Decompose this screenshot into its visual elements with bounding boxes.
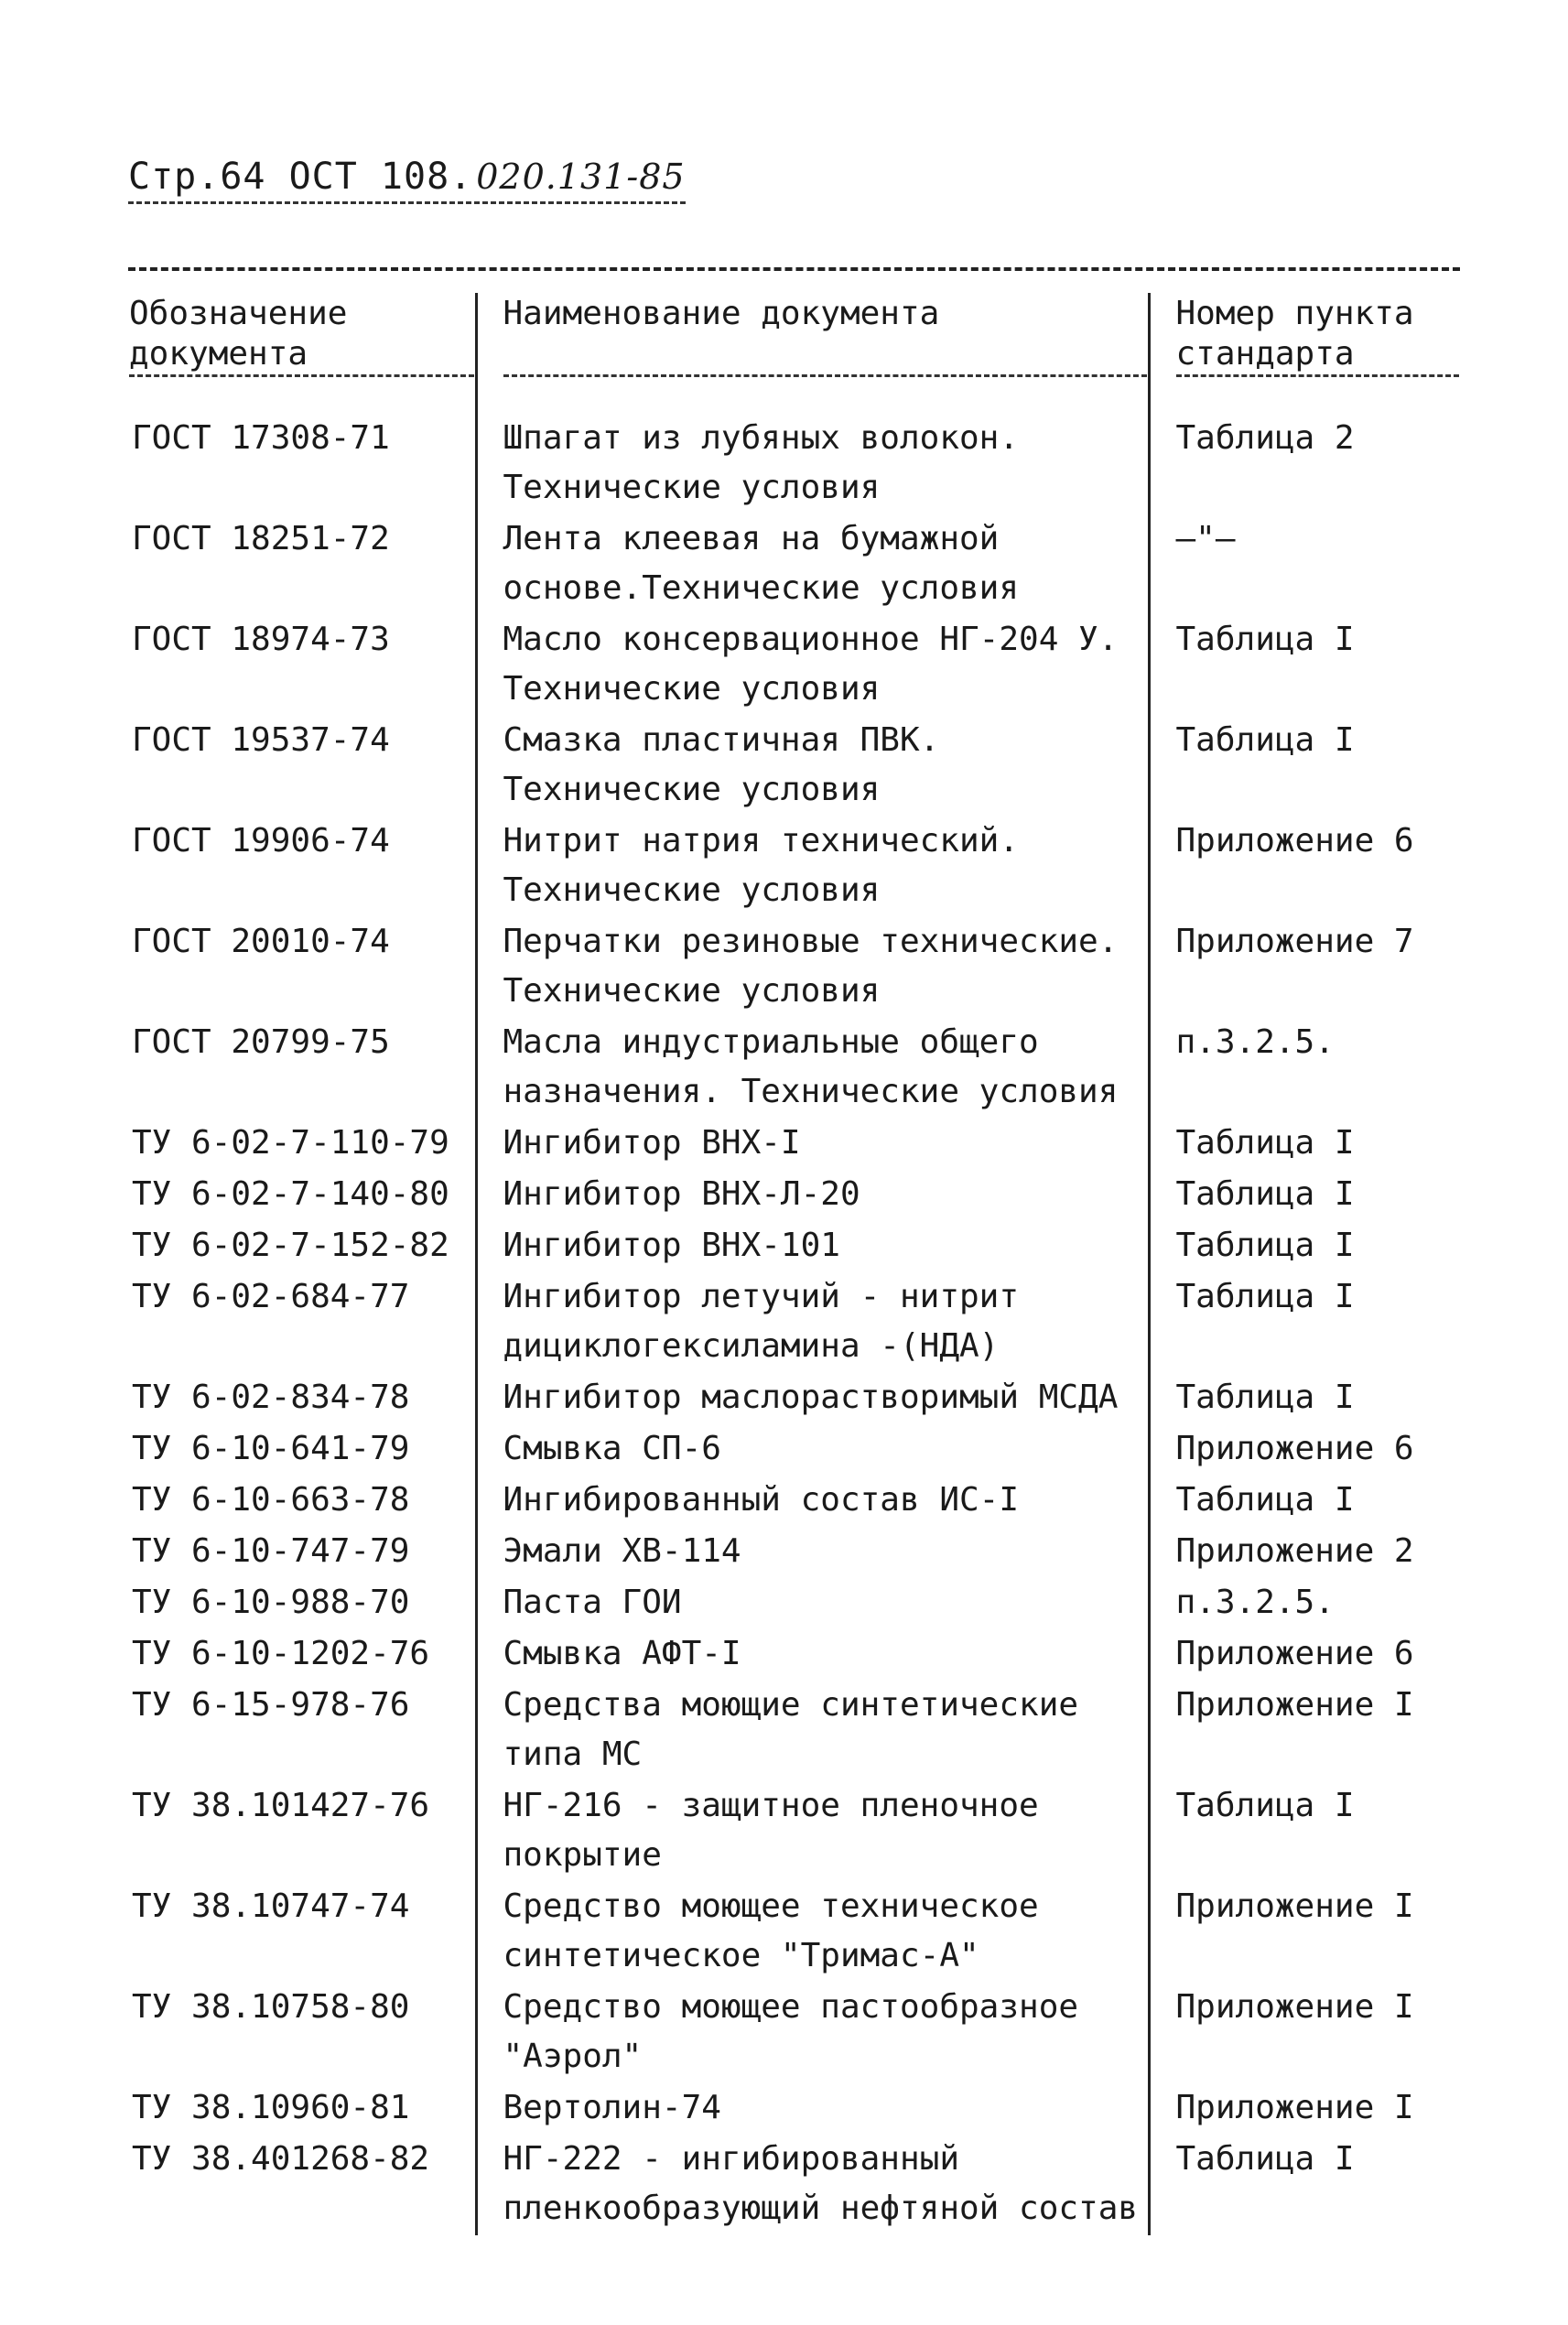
standard-clause: Таблица I [1149, 716, 1460, 816]
standard-clause: Приложение 6 [1149, 1424, 1460, 1476]
standard-clause: Приложение I [1149, 1681, 1460, 1781]
document-name: Паста ГОИ [476, 1578, 1149, 1629]
table-row [128, 514, 1460, 615]
document-name: НГ-216 - защитное пленочное покрытие [476, 1781, 1149, 1882]
document-code: ТУ 6-02-7-110-79 [132, 1124, 449, 1162]
standard-clause: Приложение 6 [1149, 816, 1460, 917]
standard-clause: Приложение I [1149, 1983, 1460, 2083]
standard-clause: п.3.2.5. [1149, 1018, 1460, 1119]
table-row [128, 1882, 1460, 1983]
document-code: ГОСТ 17308-71 [132, 419, 390, 457]
document-name: Средство моющее пастообразное "Аэрол" [476, 1983, 1149, 2083]
document-name: Средства моющие синтетические типа МС [476, 1681, 1149, 1781]
column-header-code [128, 293, 476, 414]
table-row [128, 414, 1460, 514]
table-row [128, 1527, 1460, 1578]
column-header-clause [1149, 293, 1460, 414]
document-code: ТУ 38.101427-76 [132, 1787, 430, 1824]
standard-clause: Приложение I [1149, 1882, 1460, 1983]
document-code: ТУ 6-10-988-70 [132, 1584, 410, 1621]
standard-clause: п.3.2.5. [1149, 1578, 1460, 1629]
document-name: НГ-222 - ингибированный пленкообразующий нефтяной состав [476, 2135, 1149, 2235]
document-code: ТУ 6-10-663-78 [132, 1481, 410, 1519]
document-name: Вертолин-74 [476, 2083, 1149, 2135]
document-name: Ингибитор ВНХ-I [476, 1119, 1149, 1170]
standard-clause: Приложение I [1149, 2083, 1460, 2135]
table-row [128, 1983, 1460, 2083]
table-row [128, 615, 1460, 716]
standard-clause: Таблица I [1149, 1373, 1460, 1424]
document-code: ГОСТ 20010-74 [132, 923, 390, 960]
document-code: ТУ 6-10-641-79 [132, 1430, 410, 1467]
column-header-code-line1: Обозначение [129, 295, 348, 332]
standard-clause: Таблица 2 [1149, 414, 1460, 514]
document-name: Перчатки резиновые технические. Технические условия [476, 917, 1149, 1018]
document-code: ГОСТ 19906-74 [132, 822, 390, 860]
standard-clause: Таблица I [1149, 615, 1460, 716]
document-code: ТУ 38.10758-80 [132, 1988, 410, 2026]
standard-clause: Таблица I [1149, 1476, 1460, 1527]
document-code: ТУ 38.10747-74 [132, 1887, 410, 1925]
document-name: Смывка АФТ-I [476, 1629, 1149, 1681]
table-row [128, 1170, 1460, 1221]
document-name: Масло консервационное НГ-204 У. Технические условия [476, 615, 1149, 716]
document-code: ГОСТ 18974-73 [132, 621, 390, 658]
standard-clause: —"— [1149, 514, 1460, 615]
document-code: ТУ 6-02-834-78 [132, 1379, 410, 1416]
table-row [128, 917, 1460, 1018]
handwritten-document-number: 020.131-85 [476, 157, 686, 197]
standard-clause: Приложение 7 [1149, 917, 1460, 1018]
document-code: ТУ 6-02-7-152-82 [132, 1227, 449, 1264]
document-name: Смывка СП-6 [476, 1424, 1149, 1476]
document-name: Средство моющее техническое синтетическое "Тримас-А" [476, 1882, 1149, 1983]
table-row [128, 2083, 1460, 2135]
column-header-clause-line2: стандарта [1176, 334, 1460, 377]
document-name: Масла индустриальные общего назначения. Технические условия [476, 1018, 1149, 1119]
table-header-row [128, 293, 1460, 414]
standard-clause: Таблица I [1149, 1272, 1460, 1373]
referenced-documents-table [128, 293, 1460, 2235]
table-row [128, 1681, 1460, 1781]
document-code: ТУ 6-02-684-77 [132, 1278, 410, 1315]
column-header-clause-line1: Номер пункта [1175, 295, 1414, 332]
table-row [128, 716, 1460, 816]
column-header-name-underline [503, 334, 1147, 377]
table-row [128, 1018, 1460, 1119]
standard-clause: Приложение 6 [1149, 1629, 1460, 1681]
document-name: Ингибитор маслорастворимый МСДА [476, 1373, 1149, 1424]
table-row [128, 1373, 1460, 1424]
document-code: ТУ 6-02-7-140-80 [132, 1175, 449, 1213]
table-row [128, 1781, 1460, 1882]
document-name: Ингибитор летучий - нитрит дициклогексиламина -(НДА) [476, 1272, 1149, 1373]
table-row [128, 1272, 1460, 1373]
table-row [128, 1578, 1460, 1629]
standard-clause: Таблица I [1149, 2135, 1460, 2235]
document-name: Ингибитор ВНХ-Л-20 [476, 1170, 1149, 1221]
standard-clause: Приложение 2 [1149, 1527, 1460, 1578]
document-name: Эмали ХВ-114 [476, 1527, 1149, 1578]
document-code: ГОСТ 18251-72 [132, 520, 390, 557]
top-dashed-rule [128, 267, 1460, 271]
document-name: Нитрит натрия технический. Технические условия [476, 816, 1149, 917]
column-header-name-text: Наименование документа [503, 295, 940, 332]
document-code: ТУ 6-10-747-79 [132, 1532, 410, 1570]
document-name: Шпагат из лубяных волокон. Технические условия [476, 414, 1149, 514]
page-header [128, 156, 686, 204]
table-row [128, 1221, 1460, 1272]
standard-clause: Таблица I [1149, 1170, 1460, 1221]
document-code: ТУ 38.401268-82 [132, 2140, 430, 2178]
table-row [128, 1119, 1460, 1170]
table-row [128, 1476, 1460, 1527]
table-row [128, 1629, 1460, 1681]
page-header-prefix: Стр.64 ОСТ 108. [128, 156, 473, 198]
document-code: ТУ 6-15-978-76 [132, 1686, 410, 1724]
table-body [128, 414, 1460, 2235]
standard-clause: Таблица I [1149, 1119, 1460, 1170]
document-name: Ингибитор ВНХ-101 [476, 1221, 1149, 1272]
document-code: ТУ 38.10960-81 [132, 2089, 410, 2126]
column-header-name [476, 293, 1149, 414]
standard-clause: Таблица I [1149, 1221, 1460, 1272]
document-name: Лента клеевая на бумажной основе.Технические условия [476, 514, 1149, 615]
document-code: ГОСТ 19537-74 [132, 721, 390, 759]
table-row [128, 816, 1460, 917]
document-code: ГОСТ 20799-75 [132, 1023, 390, 1061]
document-name: Смазка пластичная ПВК. Технические условия [476, 716, 1149, 816]
document-name: Ингибированный состав ИС-I [476, 1476, 1149, 1527]
standard-clause: Таблица I [1149, 1781, 1460, 1882]
column-header-code-line2: документа [129, 334, 474, 377]
table-row [128, 1424, 1460, 1476]
table-row [128, 2135, 1460, 2235]
document-code: ТУ 6-10-1202-76 [132, 1635, 430, 1672]
